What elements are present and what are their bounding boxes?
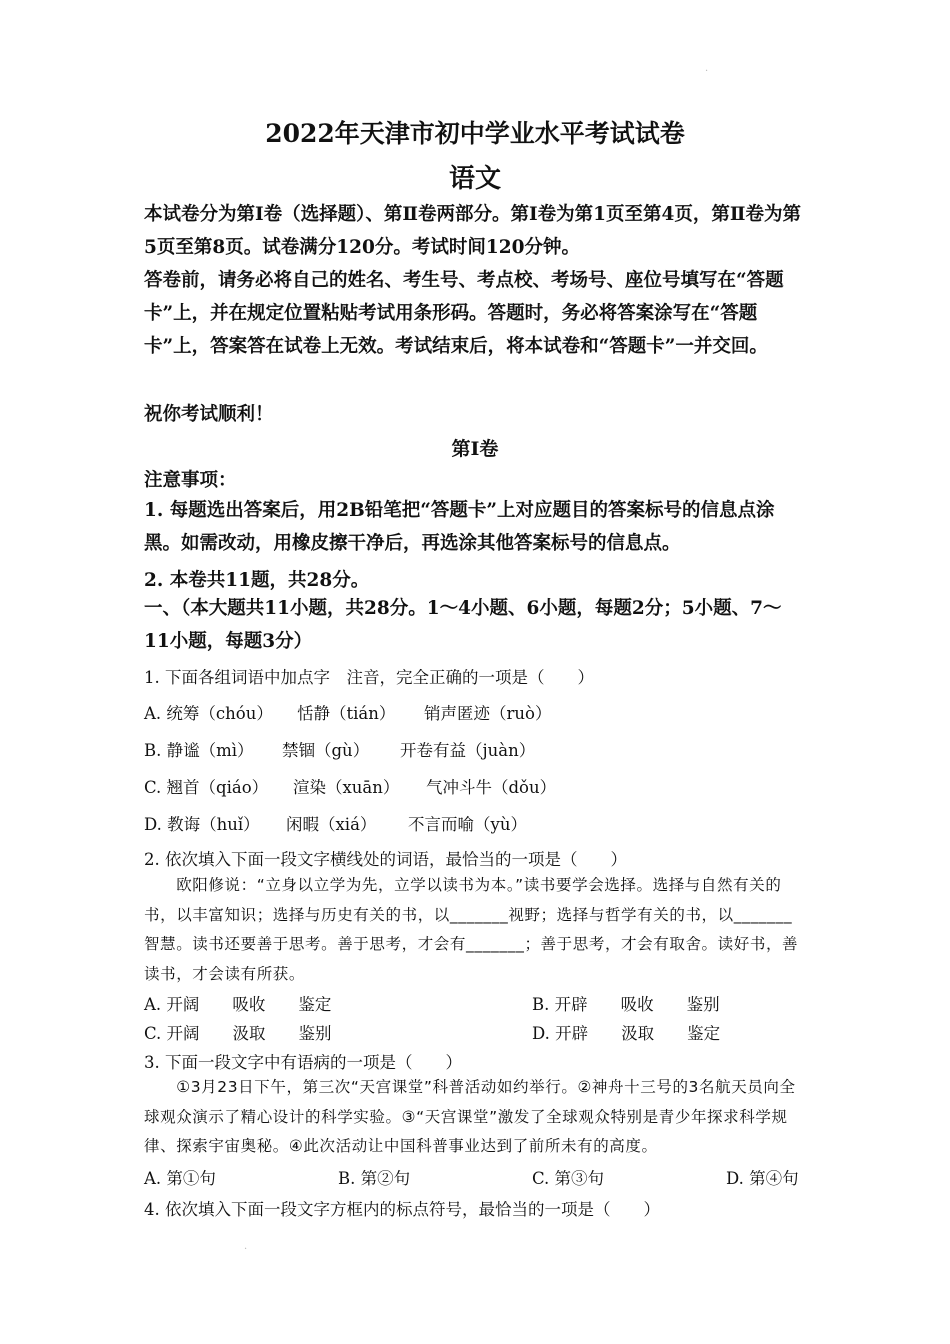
q3-option-b: B. 第②句: [338, 1169, 411, 1188]
q1-option-d-word-1: D. 教诲（huǐ）: [144, 815, 260, 834]
part-one-heading: 一、（本大题共11小题，共28分。1～4小题、6小题，每题2分；5小题、7～11小题，每题3分）: [144, 598, 782, 652]
notice-item-1: 1. 每题选出答案后，用2B铅笔把“答题卡”上对应题目的答案标号的信息点涂黑。如需改动，用橡皮擦干净后，再选涂其他答案标号的信息点。: [144, 500, 775, 554]
exam-subject: 语文: [448, 164, 501, 194]
q2-option-d: D. 开辟 汲取 鉴定: [532, 1024, 721, 1043]
notice-item-2: 2. 本卷共11题，共28分。: [144, 570, 370, 591]
q1-option-b-word-2: 禁锢（gù）: [282, 741, 370, 760]
q1-option-a-word-3: 销声匿迹（ruò）: [424, 704, 552, 723]
q1-option-c-word-2: 渲染（xuān）: [293, 778, 400, 797]
instructions-paragraph-1: 本试卷分为第Ⅰ卷（选择题）、第Ⅱ卷两部分。第Ⅰ卷为第1页至第4页，第Ⅱ卷为第5页至第8页。试卷满分120分。考试时间120分钟。: [144, 204, 801, 258]
q3-option-c: C. 第③句: [532, 1169, 605, 1188]
section-title: 第Ⅰ卷: [451, 438, 499, 460]
question-3-stem: 3. 下面一段文字中有语病的一项是（ ）: [144, 1053, 462, 1072]
q3-option-d: D. 第④句: [726, 1169, 799, 1188]
q1-option-a-word-1: A. 统筹（chóu）: [144, 704, 273, 723]
good-luck-text: 祝你考试顺利！: [144, 404, 274, 425]
question-1-stem: 1. 下面各组词语中加点字 注音，完全正确的一项是（ ）: [144, 668, 594, 687]
q2-option-c: C. 开阔 汲取 鉴别: [144, 1024, 332, 1043]
question-2-stem: 2. 依次填入下面一段文字横线处的词语，最恰当的一项是（ ）: [144, 850, 627, 869]
scan-dot: ·: [244, 1244, 248, 1255]
notice-label: 注意事项：: [144, 470, 237, 491]
q3-option-a: A. 第①句: [144, 1169, 216, 1188]
q1-option-c-word-1: C. 翘首（qiáo）: [144, 778, 269, 797]
scan-dot: ·: [705, 66, 709, 77]
q1-option-b-word-3: 开卷有益（juàn）: [400, 741, 536, 760]
q2-option-b: B. 开辟 吸收 鉴别: [532, 995, 720, 1014]
q1-option-a-word-2: 恬静（tián）: [297, 704, 396, 723]
q1-option-b-word-1: B. 静谧（mì）: [144, 741, 254, 760]
question-2-passage: 欧阳修说：“立身以立学为先，立学以读书为本。”读书要学会选择。选择与自然有关的书，以丰富知识；选择与历史有关的书，以_______视野；选择与哲学有关的书，以_______智慧。读书还要善于思考。善于思考，才会有_______；善于思考，才会有取舍。读好书，善读书，才会读有所获。: [144, 876, 799, 983]
instructions-paragraph-2: 答卷前，请务必将自己的姓名、考生号、考点校、考场号、座位号填写在“答题卡”上，并在规定位置粘贴考试用条形码。答题时，务必将答案涂写在“答题卡”上，答案答在试卷上无效。考试结束后，将本试卷和“答题卡”一并交回。: [144, 270, 784, 357]
question-4-stem: 4. 依次填入下面一段文字方框内的标点符号，最恰当的一项是（ ）: [144, 1200, 660, 1219]
q1-option-d-word-2: 闲暇（xiá）: [286, 815, 377, 834]
question-3-passage: ①3月23日下午，第三次“天宫课堂”科普活动如约举行。②神舟十三号的3名航天员向全球观众演示了精心设计的科学实验。③“天宫课堂”激发了全球观众特别是青少年探求科学规律、探索宇宙奥秘。④此次活动让中国科普事业达到了前所未有的高度。: [144, 1078, 796, 1155]
q1-option-c-word-3: 气冲斗牛（dǒu）: [426, 778, 557, 797]
exam-title: 2022年天津市初中学业水平考试试卷: [265, 119, 685, 148]
q2-option-a: A. 开阔 吸收 鉴定: [144, 995, 332, 1014]
q1-option-d-word-3: 不言而喻（yù）: [408, 815, 527, 834]
